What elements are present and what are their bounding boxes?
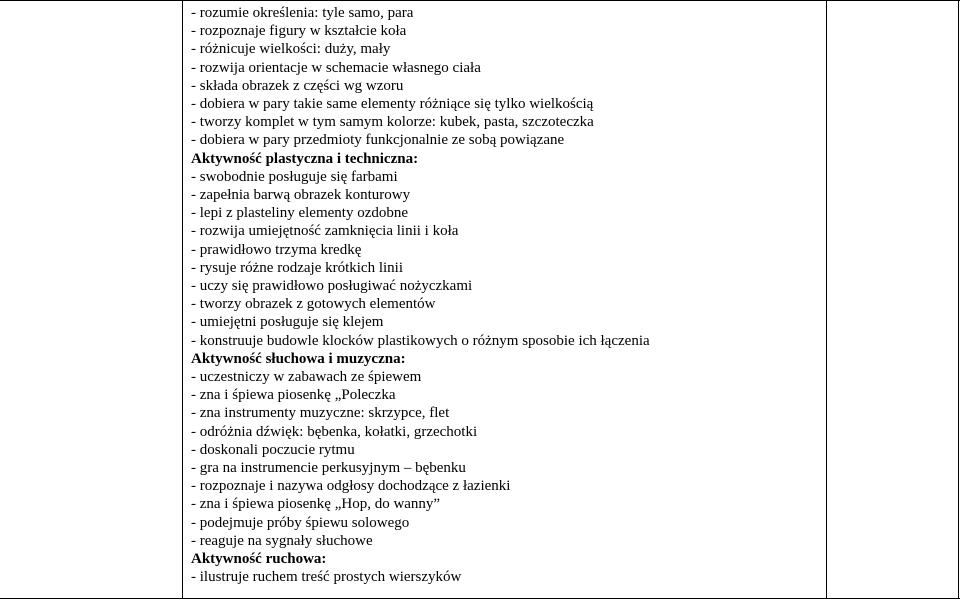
list-item: - zapełnia barwą obrazek konturowy xyxy=(191,187,411,204)
section-heading: Aktywność słuchowa i muzyczna: xyxy=(191,350,406,367)
list-item: - rozwija umiejętność zamknięcia linii i koła xyxy=(191,223,459,240)
list-item: - reaguje na sygnały słuchowe xyxy=(191,532,373,549)
list-item: - umiejętni posługuje się klejem xyxy=(191,314,384,331)
list-item: - tworzy komplet w tym samym kolorze: kubek, pasta, szczoteczka xyxy=(191,114,594,131)
list-item: - uczestniczy w zabawach ze śpiewem xyxy=(191,369,422,386)
list-item: - podejmuje próby śpiewu solowego xyxy=(191,514,410,531)
list-item: - dobiera w pary przedmioty funkcjonalnie ze sobą powiązane xyxy=(191,132,565,149)
column-divider xyxy=(182,0,183,599)
list-item: - zna i śpiewa piosenkę „Hop, do wanny” xyxy=(191,496,441,513)
table-top-border xyxy=(0,0,960,1)
list-item: - ilustruje ruchem treść prostych wierszyków xyxy=(191,569,462,586)
section-heading: Aktywność ruchowa: xyxy=(191,551,327,568)
list-item: - rozpoznaje figury w kształcie koła xyxy=(191,23,407,40)
column-divider xyxy=(958,0,959,599)
list-item: - gra na instrumencie perkusyjnym – bębenku xyxy=(191,460,466,477)
list-item: - uczy się prawidłowo posługiwać nożyczkami xyxy=(191,278,473,295)
list-item: - rozpoznaje i nazywa odgłosy dochodzące z łazienki xyxy=(191,478,511,495)
section-heading: Aktywność plastyczna i techniczna: xyxy=(191,150,419,167)
list-item: - różnicuje wielkości: duży, mały xyxy=(191,41,391,58)
list-item: - rozumie określenia: tyle samo, para xyxy=(191,5,414,21)
list-item: - rysuje różne rodzaje krótkich linii xyxy=(191,259,404,276)
list-item: - rozwija orientacje w schemacie własnego ciała xyxy=(191,59,481,76)
list-item: - zna instrumenty muzyczne: skrzypce, flet xyxy=(191,405,450,422)
list-item: - odróżnia dźwięk: bębenka, kołatki, grzechotki xyxy=(191,423,478,440)
skills-cell xyxy=(191,4,821,587)
list-item: - tworzy obrazek z gotowych elementów xyxy=(191,296,436,313)
column-divider xyxy=(826,0,827,599)
list-item: - prawidłowo trzyma kredkę xyxy=(191,241,362,258)
list-item: - dobiera w pary takie same elementy różniące się tylko wielkością xyxy=(191,96,594,113)
list-item: - zna i śpiewa piosenkę „Poleczka xyxy=(191,387,396,404)
list-item: - swobodnie posługuje się farbami xyxy=(191,168,398,185)
list-item: - składa obrazek z części wg wzoru xyxy=(191,77,404,94)
list-item: - doskonali poczucie rytmu xyxy=(191,441,355,458)
list-item: - lepi z plasteliny elementy ozdobne xyxy=(191,205,409,222)
list-item: - konstruuje budowle klocków plastikowych o różnym sposobie ich łączenia xyxy=(191,332,650,349)
